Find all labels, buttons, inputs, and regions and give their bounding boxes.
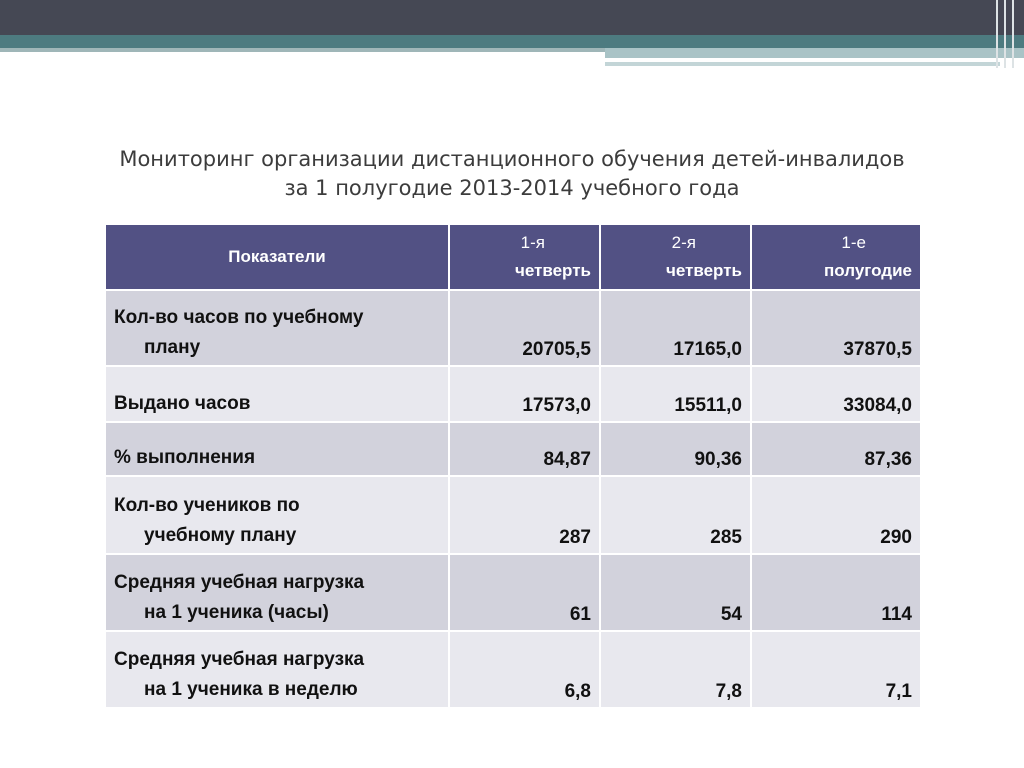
header-indicators: Показатели xyxy=(105,224,449,290)
table-row xyxy=(105,422,921,476)
row-label: Выдано часов xyxy=(105,366,449,422)
cell-half-year: 87,36 xyxy=(751,422,921,476)
cell-quarter-1: 20705,5 xyxy=(449,290,600,366)
top-thin-teal-bar xyxy=(605,62,1000,66)
cell-quarter-2: 90,36 xyxy=(600,422,751,476)
cell-half-year: 114 xyxy=(751,554,921,631)
slide-title xyxy=(60,145,964,203)
table-row xyxy=(105,631,921,708)
decor-stripe xyxy=(1004,0,1006,68)
cell-half-year: 37870,5 xyxy=(751,290,921,366)
title-line-2: за 1 полугодие 2013-2014 учебного года xyxy=(284,176,740,200)
cell-quarter-1: 84,87 xyxy=(449,422,600,476)
cell-quarter-1: 61 xyxy=(449,554,600,631)
cell-quarter-2: 54 xyxy=(600,554,751,631)
row-label: Средняя учебная нагрузка на 1 ученика (часы) xyxy=(105,554,449,631)
header-quarter-2: 2-я четверть xyxy=(600,224,751,290)
row-label: Средняя учебная нагрузка на 1 ученика в неделю xyxy=(105,631,449,708)
cell-quarter-2: 285 xyxy=(600,476,751,554)
cell-half-year: 290 xyxy=(751,476,921,554)
header-half-year: 1-е полугодие xyxy=(751,224,921,290)
table-row xyxy=(105,290,921,366)
table-row xyxy=(105,554,921,631)
row-label: Кол-во часов по учебному плану xyxy=(105,290,449,366)
table-header-row xyxy=(105,224,921,290)
cell-half-year: 7,1 xyxy=(751,631,921,708)
top-teal-bar xyxy=(0,35,1024,48)
monitoring-table xyxy=(104,223,922,709)
row-label: Кол-во учеников по учебному плану xyxy=(105,476,449,554)
cell-quarter-2: 7,8 xyxy=(600,631,751,708)
table-row xyxy=(105,476,921,554)
cell-quarter-2: 15511,0 xyxy=(600,366,751,422)
cell-quarter-1: 17573,0 xyxy=(449,366,600,422)
cell-quarter-2: 17165,0 xyxy=(600,290,751,366)
table-row xyxy=(105,366,921,422)
row-label: % выполнения xyxy=(105,422,449,476)
decor-stripe xyxy=(996,0,998,68)
title-line-1: Мониторинг организации дистанционного обучения детей-инвалидов xyxy=(119,147,905,171)
cell-quarter-1: 6,8 xyxy=(449,631,600,708)
cell-half-year: 33084,0 xyxy=(751,366,921,422)
top-dark-bar xyxy=(0,0,1024,35)
header-quarter-1: 1-я четверть xyxy=(449,224,600,290)
decor-stripe xyxy=(1012,0,1014,68)
top-light-teal-bar xyxy=(605,48,1024,58)
cell-quarter-1: 287 xyxy=(449,476,600,554)
top-underline-bar xyxy=(0,48,605,52)
